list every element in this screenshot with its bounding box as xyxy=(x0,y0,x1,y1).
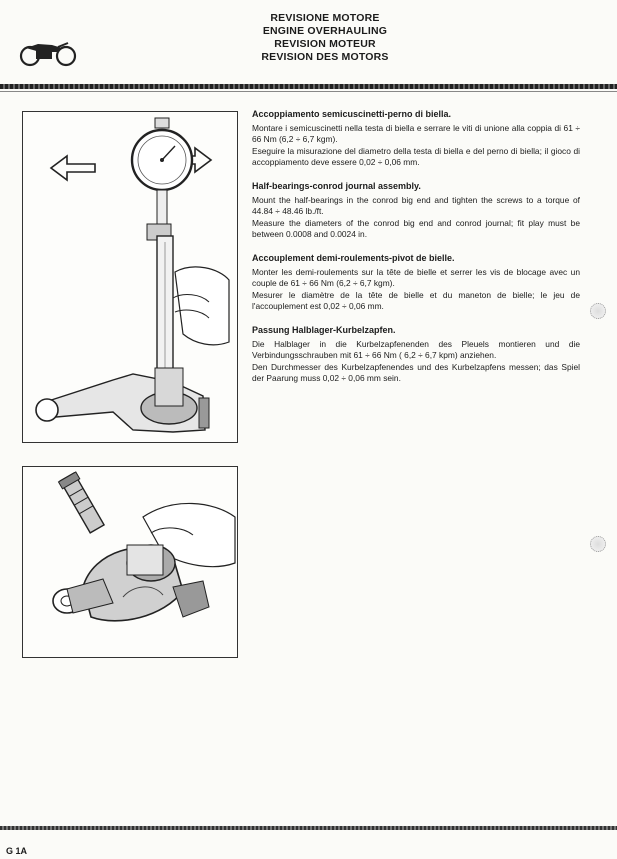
section-heading: Passung Halblager-Kurbelzapfen. xyxy=(252,325,396,336)
binder-hole-icon xyxy=(590,303,606,319)
motorcycle-logo-icon xyxy=(18,36,78,68)
section-heading: Half-bearings-conrod journal assembly. xyxy=(252,181,421,192)
title-en: ENGINE OVERHAULING xyxy=(262,25,388,37)
title-it: REVISIONE MOTORE xyxy=(270,12,380,24)
page-titles xyxy=(200,12,450,64)
footer-rule xyxy=(0,826,617,830)
paragraph: Die Halblager in die Kurbelzapfenenden des Pleuels montieren und die Verbindungsschrauben mit 61 ÷ 66 Nm ( 6,2 ÷ 6,7 kpm) anziehen. xyxy=(252,339,580,361)
crankshaft-illustration xyxy=(22,466,238,658)
paragraph: Measure the diameters of the conrod big end and conrod journal; fit play must be between 0.0008 and 0.0024 in. xyxy=(252,217,580,239)
page-number: G 1A xyxy=(6,846,28,856)
title-de: REVISION DES MOTORS xyxy=(261,51,389,63)
paragraph: Den Durchmesser des Kurbelzapfenendes und des Kurbelzapfens messen; das Spiel der Paarung muss 0,02 ÷ 0,06 mm sein. xyxy=(252,361,580,383)
section-fr xyxy=(252,253,580,312)
header-rule-thin xyxy=(0,91,617,92)
header-rule xyxy=(0,84,617,89)
section-heading: Accoppiamento semicuscinetti-perno di biella. xyxy=(252,109,452,119)
paragraph: Monter les demi-roulements sur la tête de bielle et serrer les vis de blocage avec un couple de 61 ÷ 66 Nm (6,2 ÷ 6,7 kgm). xyxy=(252,267,580,289)
section-it xyxy=(252,109,580,168)
paragraph: Montare i semicuscinetti nella testa di biella e serrare le viti di unione alla coppia di 61 ÷ 66 Nm (6,2 ÷ 6,7 kgm). xyxy=(252,123,580,145)
title-fr: REVISION MOTEUR xyxy=(274,38,376,50)
dial-gauge-illustration xyxy=(22,111,238,443)
section-de xyxy=(252,325,580,384)
instructions-text xyxy=(252,109,580,397)
paragraph: Mesurer le diamètre de la tête de bielle et du maneton de bielle; le jeu de l'accouplement est 0,02 ÷ 0,06 mm. xyxy=(252,289,580,311)
paragraph: Eseguire la misurazione del diametro della testa di biella e del perno di biella; il gioco di accoppiamento deve essere 0,02 ÷ 0,06 mm. xyxy=(252,145,580,167)
paragraph: Mount the half-bearings in the conrod big end and tighten the screws to a torque of 44.84 ÷ 48.46 lb./ft. xyxy=(252,195,580,217)
section-en xyxy=(252,181,580,240)
section-heading: Accouplement demi-roulements-pivot de bielle. xyxy=(252,253,455,264)
binder-hole-icon xyxy=(590,536,606,552)
